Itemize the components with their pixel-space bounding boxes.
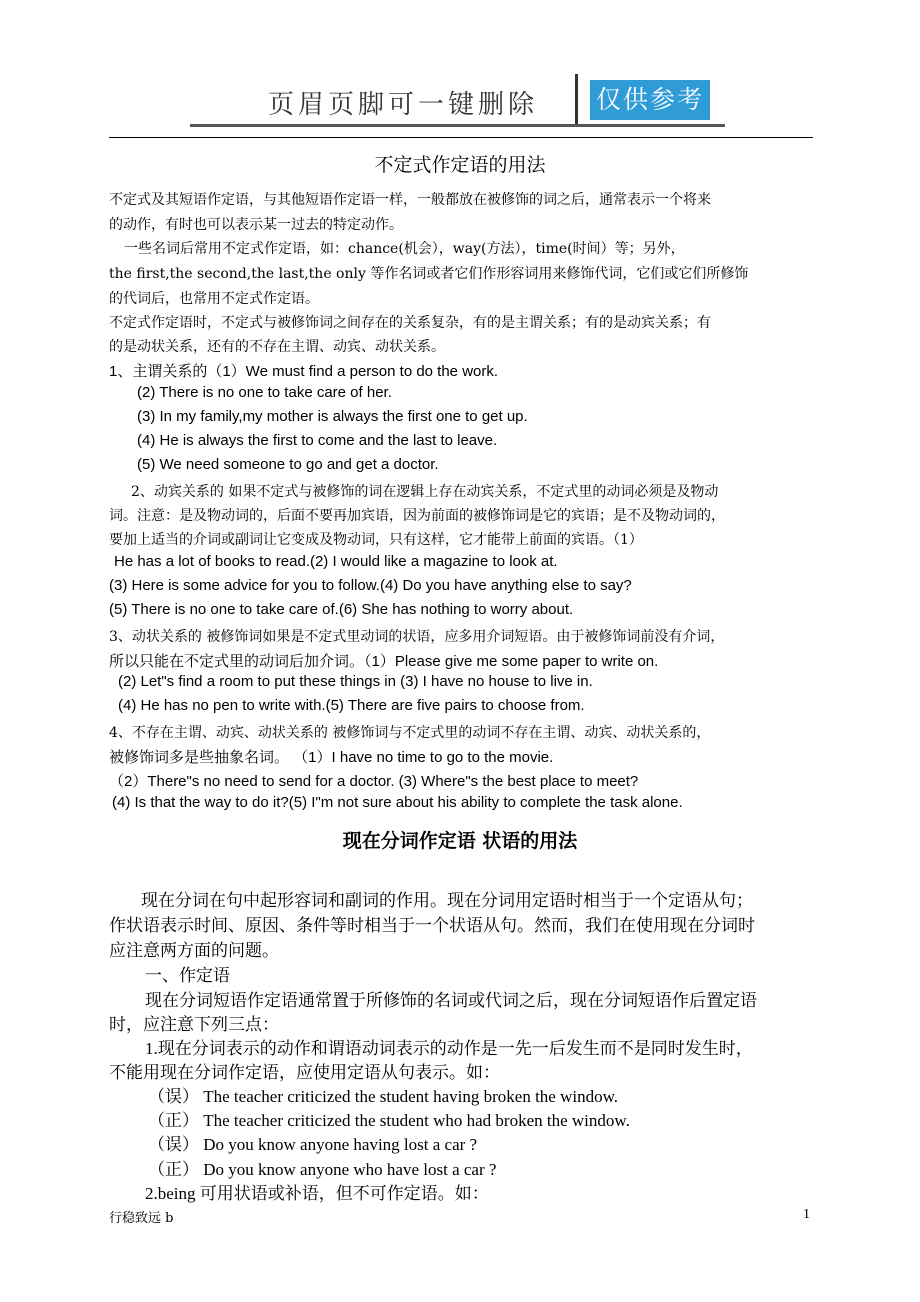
paragraph-line: 4、不存在主谓、动宾、动状关系的 被修饰词与不定式里的动词不存在主谓、动宾、动状关系的， <box>109 725 711 741</box>
paragraph-line: 不定式及其短语作定语，与其他短语作定语一样，一般都放在被修饰的词之后，通常表示一个将来 <box>109 192 711 208</box>
example-line: 被修饰词多是些抽象名词。 （1）I have no time to go to the movie. <box>109 749 554 766</box>
subheading-line: 一、作定语 <box>145 966 230 985</box>
example-line: (5) There is no one to take care of.(6) She has nothing to worry about. <box>109 601 574 618</box>
paragraph-line: 现在分词短语作定语通常置于所修饰的名词或代词之后，现在分词短语作后置定语 <box>145 991 757 1010</box>
example-line: （正） Do you know anyone who have lost a car ? <box>148 1160 497 1179</box>
footer-text: 行稳致远 b <box>109 1211 174 1226</box>
example-line: (4) He is always the first to come and the last to leave. <box>137 432 498 449</box>
paragraph-line: 现在分词在句中起形容词和副词的作用。现在分词用定语时相当于一个定语从句； <box>141 891 753 910</box>
example-line: (4) He has no pen to write with.(5) There are five pairs to choose from. <box>118 697 585 714</box>
header-badge: 仅供参考 <box>590 80 710 120</box>
example-line: (2) There is no one to take care of her. <box>137 384 392 401</box>
example-line: (2) Let"s find a room to put these things in (3) I have no house to live in. <box>118 673 593 690</box>
paragraph-line: 1.现在分词表示的动作和谓语动词表示的动作是一先一后发生而不是同时发生时， <box>145 1039 753 1058</box>
paragraph-line: 的是动状关系，还有的不存在主谓、动宾、动状关系。 <box>109 339 445 355</box>
paragraph-line: the first,the second,the last,the only 等作名词或者它们作形容词用来修饰代词，它们或它们所修饰 <box>109 266 749 282</box>
paragraph-line: 的代词后，也常用不定式作定语。 <box>109 291 319 307</box>
paragraph-line: 不定式作定语时，不定式与被修饰词之间存在的关系复杂，有的是主谓关系；有的是动宾关系；有 <box>109 315 711 331</box>
paragraph-line: 2.being 可用状语或补语，但不可作定语。如： <box>145 1184 489 1203</box>
example-line: 1、主谓关系的（1）We must find a person to do the work. <box>109 363 499 380</box>
paragraph-line: 一些名词后常用不定式作定语，如：chance(机会），way(方法），time(时间）等；另外， <box>124 241 685 257</box>
header-divider <box>109 137 813 138</box>
paragraph-line: 应注意两方面的问题。 <box>109 941 279 960</box>
example-line: （2）There"s no need to send for a doctor. (3) Where"s the best place to meet? <box>109 773 639 790</box>
header-rule <box>190 124 725 127</box>
example-line: (3) Here is some advice for you to follow.(4) Do you have anything else to say? <box>109 577 632 594</box>
section2-title: 现在分词作定语 状语的用法 <box>342 830 578 852</box>
paragraph-line: 2、动宾关系的 如果不定式与被修饰的词在逻辑上存在动宾关系，不定式里的动词必须是及物动 <box>131 484 719 500</box>
example-line: 所以只能在不定式里的动词后加介词。（1）Please give me some paper to write on. <box>109 653 659 670</box>
page-number: 1 <box>803 1207 810 1222</box>
example-line: （误） Do you know anyone having lost a car ? <box>148 1135 478 1154</box>
paragraph-line: 作状语表示时间、原因、条件等时相当于一个状语从句。然而，我们在使用现在分词时 <box>109 916 755 935</box>
example-line: （正） The teacher criticized the student who had broken the window. <box>148 1111 630 1130</box>
paragraph-line: 要加上适当的介词或副词让它变成及物动词，只有这样，它才能带上前面的宾语。（1） <box>109 532 643 548</box>
paragraph-line: 不能用现在分词作定语，应使用定语从句表示。如： <box>109 1063 500 1082</box>
paragraph-line: 3、动状关系的 被修饰词如果是不定式里动词的状语，应多用介词短语。由于被修饰词前没有介词， <box>109 629 725 645</box>
example-line: （误） The teacher criticized the student having broken the window. <box>148 1087 619 1106</box>
header-banner-text: 页眉页脚可一键删除 <box>268 90 539 120</box>
paragraph-line: 词。注意：是及物动词的，后面不要再加宾语，因为前面的被修饰词是它的宾语；是不及物动词的， <box>109 508 725 524</box>
section1-title: 不定式作定语的用法 <box>374 154 546 176</box>
paragraph-line: 的动作，有时也可以表示某一过去的特定动作。 <box>109 217 403 233</box>
example-line: He has a lot of books to read.(2) I would like a magazine to look at. <box>114 553 558 570</box>
header-separator <box>575 74 578 124</box>
example-line: (4) Is that the way to do it?(5) I"m not sure about his ability to complete the task alone. <box>112 794 683 811</box>
paragraph-line: 时，应注意下列三点： <box>109 1015 279 1034</box>
example-line: (3) In my family,my mother is always the first one to get up. <box>137 408 528 425</box>
example-line: (5) We need someone to go and get a doctor. <box>137 456 439 473</box>
